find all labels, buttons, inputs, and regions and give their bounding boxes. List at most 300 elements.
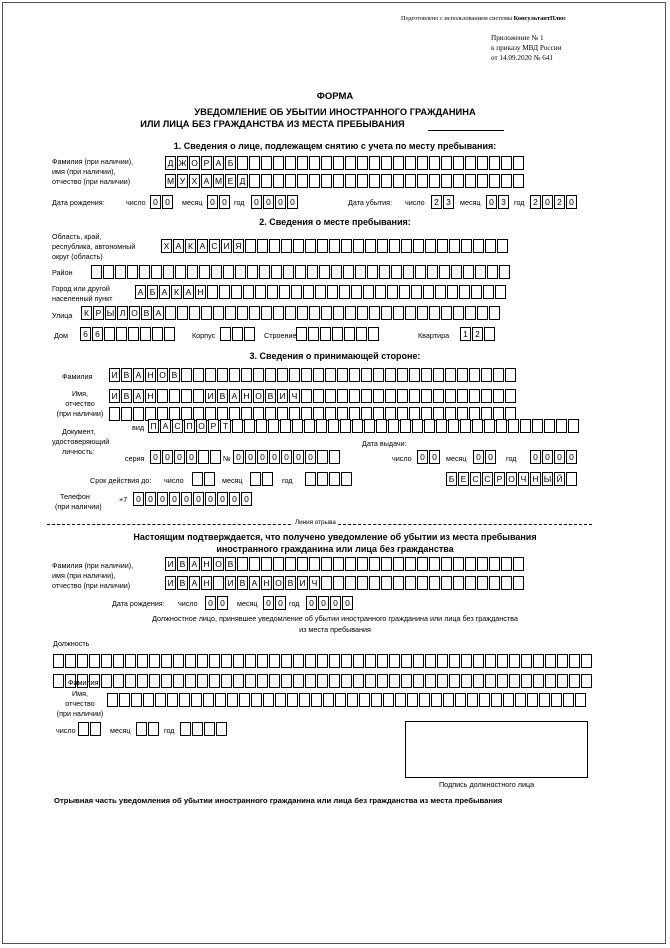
char-cell[interactable] [385, 389, 396, 403]
char-cell[interactable] [441, 306, 452, 320]
official-day-field[interactable] [78, 722, 101, 736]
char-cell[interactable] [401, 239, 412, 253]
char-cell[interactable] [357, 156, 368, 170]
char-cell[interactable]: 0 [542, 195, 553, 209]
char-cell[interactable] [419, 693, 430, 707]
char-cell[interactable] [304, 419, 315, 433]
char-cell[interactable] [533, 674, 544, 688]
char-cell[interactable] [373, 368, 384, 382]
char-cell[interactable] [521, 654, 532, 668]
char-cell[interactable]: В [177, 557, 188, 571]
char-cell[interactable] [241, 368, 252, 382]
char-cell[interactable]: И [221, 239, 232, 253]
char-cell[interactable]: Н [201, 557, 212, 571]
char-cell[interactable] [221, 654, 232, 668]
char-cell[interactable] [340, 419, 351, 433]
char-cell[interactable] [273, 306, 284, 320]
char-cell[interactable] [467, 693, 478, 707]
char-cell[interactable]: Ч [309, 576, 320, 590]
char-cell[interactable] [285, 174, 296, 188]
char-cell[interactable] [445, 368, 456, 382]
char-cell[interactable]: Н [261, 576, 272, 590]
char-cell[interactable]: 0 [245, 450, 256, 464]
char-cell[interactable]: Я [233, 239, 244, 253]
char-cell[interactable]: В [217, 389, 228, 403]
char-cell[interactable]: 0 [566, 450, 577, 464]
char-cell[interactable] [569, 674, 580, 688]
char-cell[interactable] [389, 654, 400, 668]
char-cell[interactable]: О [213, 557, 224, 571]
char-cell[interactable] [417, 156, 428, 170]
char-cell[interactable]: А [189, 557, 200, 571]
char-cell[interactable] [353, 239, 364, 253]
char-cell[interactable] [489, 156, 500, 170]
char-cell[interactable] [361, 389, 372, 403]
char-cell[interactable] [359, 693, 370, 707]
char-cell[interactable] [297, 156, 308, 170]
char-cell[interactable] [325, 389, 336, 403]
char-cell[interactable] [143, 693, 154, 707]
char-cell[interactable] [185, 654, 196, 668]
char-cell[interactable] [395, 693, 406, 707]
char-cell[interactable] [309, 156, 320, 170]
char-cell[interactable] [249, 174, 260, 188]
char-cell[interactable] [413, 654, 424, 668]
char-cell[interactable] [485, 654, 496, 668]
char-cell[interactable]: 0 [169, 492, 180, 506]
char-cell[interactable]: В [285, 576, 296, 590]
char-cell[interactable] [473, 239, 484, 253]
s1-name-field[interactable] [165, 174, 524, 188]
char-cell[interactable] [481, 389, 492, 403]
char-cell[interactable] [375, 285, 386, 299]
char-cell[interactable]: Е [458, 472, 469, 486]
char-cell[interactable] [341, 239, 352, 253]
char-cell[interactable] [345, 174, 356, 188]
char-cell[interactable] [268, 419, 279, 433]
valid-month-field[interactable] [250, 472, 273, 486]
char-cell[interactable] [425, 654, 436, 668]
char-cell[interactable] [273, 557, 284, 571]
char-cell[interactable] [317, 239, 328, 253]
char-cell[interactable] [513, 557, 524, 571]
char-cell[interactable] [356, 327, 367, 341]
char-cell[interactable] [261, 557, 272, 571]
char-cell[interactable] [369, 174, 380, 188]
char-cell[interactable] [337, 389, 348, 403]
char-cell[interactable] [459, 285, 470, 299]
char-cell[interactable] [263, 693, 274, 707]
official-year-field[interactable] [180, 722, 227, 736]
char-cell[interactable] [216, 722, 227, 736]
char-cell[interactable]: 0 [205, 596, 216, 610]
char-cell[interactable] [173, 654, 184, 668]
char-cell[interactable]: 0 [150, 195, 161, 209]
char-cell[interactable] [477, 576, 488, 590]
char-cell[interactable] [309, 306, 320, 320]
char-cell[interactable] [509, 674, 520, 688]
char-cell[interactable] [415, 265, 426, 279]
char-cell[interactable] [217, 368, 228, 382]
char-cell[interactable] [136, 722, 147, 736]
char-cell[interactable] [355, 265, 366, 279]
char-cell[interactable] [381, 174, 392, 188]
char-cell[interactable]: А [159, 285, 170, 299]
char-cell[interactable] [249, 306, 260, 320]
char-cell[interactable] [337, 368, 348, 382]
char-cell[interactable] [125, 654, 136, 668]
char-cell[interactable] [109, 407, 120, 421]
char-cell[interactable] [345, 576, 356, 590]
char-cell[interactable] [436, 419, 447, 433]
char-cell[interactable] [469, 389, 480, 403]
char-cell[interactable] [331, 265, 342, 279]
char-cell[interactable] [520, 419, 531, 433]
char-cell[interactable]: 0 [318, 596, 329, 610]
char-cell[interactable] [305, 472, 316, 486]
char-cell[interactable] [245, 674, 256, 688]
char-cell[interactable] [116, 327, 127, 341]
char-cell[interactable] [113, 674, 124, 688]
char-cell[interactable] [293, 654, 304, 668]
char-cell[interactable]: Т [220, 419, 231, 433]
char-cell[interactable] [465, 306, 476, 320]
conf-day-field[interactable] [205, 596, 228, 610]
char-cell[interactable]: А [133, 389, 144, 403]
char-cell[interactable]: 0 [174, 450, 185, 464]
char-cell[interactable]: Р [93, 306, 104, 320]
dep-month-field[interactable] [486, 195, 509, 209]
char-cell[interactable] [333, 156, 344, 170]
char-cell[interactable] [213, 306, 224, 320]
conf-year-field[interactable] [306, 596, 353, 610]
char-cell[interactable]: И [225, 576, 236, 590]
char-cell[interactable] [424, 419, 435, 433]
char-cell[interactable] [269, 654, 280, 668]
char-cell[interactable] [181, 368, 192, 382]
issue-month-field[interactable] [473, 450, 496, 464]
char-cell[interactable]: А [153, 306, 164, 320]
char-cell[interactable] [485, 674, 496, 688]
char-cell[interactable] [89, 654, 100, 668]
char-cell[interactable] [369, 306, 380, 320]
char-cell[interactable]: А [249, 576, 260, 590]
s3-name-field[interactable] [109, 389, 516, 403]
char-cell[interactable] [285, 306, 296, 320]
char-cell[interactable] [545, 674, 556, 688]
char-cell[interactable] [411, 285, 422, 299]
char-cell[interactable] [501, 156, 512, 170]
char-cell[interactable]: 0 [330, 596, 341, 610]
char-cell[interactable] [551, 693, 562, 707]
char-cell[interactable] [140, 327, 151, 341]
char-cell[interactable] [333, 306, 344, 320]
char-cell[interactable] [101, 674, 112, 688]
char-cell[interactable] [483, 285, 494, 299]
char-cell[interactable] [185, 674, 196, 688]
char-cell[interactable] [453, 174, 464, 188]
char-cell[interactable] [335, 693, 346, 707]
char-cell[interactable] [329, 654, 340, 668]
char-cell[interactable] [197, 654, 208, 668]
char-cell[interactable]: Р [494, 472, 505, 486]
char-cell[interactable] [303, 285, 314, 299]
char-cell[interactable] [309, 174, 320, 188]
char-cell[interactable] [327, 285, 338, 299]
char-cell[interactable]: Р [208, 419, 219, 433]
char-cell[interactable] [405, 306, 416, 320]
char-cell[interactable] [381, 576, 392, 590]
char-cell[interactable] [475, 265, 486, 279]
char-cell[interactable] [484, 327, 495, 341]
char-cell[interactable] [189, 306, 200, 320]
char-cell[interactable] [568, 419, 579, 433]
char-cell[interactable]: 0 [429, 450, 440, 464]
char-cell[interactable]: И [109, 368, 120, 382]
char-cell[interactable]: Х [161, 239, 172, 253]
char-cell[interactable] [204, 472, 215, 486]
char-cell[interactable] [301, 368, 312, 382]
char-cell[interactable]: Р [201, 156, 212, 170]
char-cell[interactable] [505, 368, 516, 382]
char-cell[interactable]: 0 [542, 450, 553, 464]
char-cell[interactable] [557, 654, 568, 668]
char-cell[interactable] [453, 306, 464, 320]
char-cell[interactable] [503, 693, 514, 707]
char-cell[interactable] [243, 285, 254, 299]
char-cell[interactable] [566, 472, 577, 486]
char-cell[interactable] [251, 693, 262, 707]
char-cell[interactable] [249, 557, 260, 571]
char-cell[interactable] [65, 654, 76, 668]
char-cell[interactable] [405, 557, 416, 571]
char-cell[interactable]: О [189, 156, 200, 170]
char-cell[interactable] [501, 174, 512, 188]
char-cell[interactable]: А [201, 174, 212, 188]
char-cell[interactable]: П [148, 419, 159, 433]
char-cell[interactable] [361, 368, 372, 382]
char-cell[interactable] [341, 654, 352, 668]
char-cell[interactable] [269, 239, 280, 253]
char-cell[interactable] [439, 265, 450, 279]
char-cell[interactable] [441, 174, 452, 188]
char-cell[interactable] [405, 576, 416, 590]
char-cell[interactable] [311, 693, 322, 707]
char-cell[interactable] [465, 557, 476, 571]
char-cell[interactable] [257, 654, 268, 668]
char-cell[interactable] [388, 419, 399, 433]
official-name-field[interactable] [107, 693, 586, 707]
char-cell[interactable]: О [273, 576, 284, 590]
char-cell[interactable] [509, 654, 520, 668]
char-cell[interactable]: С [209, 239, 220, 253]
char-cell[interactable] [219, 285, 230, 299]
char-cell[interactable] [275, 693, 286, 707]
char-cell[interactable] [207, 285, 218, 299]
char-cell[interactable] [320, 327, 331, 341]
char-cell[interactable] [167, 693, 178, 707]
char-cell[interactable] [209, 674, 220, 688]
char-cell[interactable] [232, 327, 243, 341]
char-cell[interactable]: 2 [472, 327, 483, 341]
char-cell[interactable]: Ж [178, 158, 187, 168]
char-cell[interactable]: О [253, 389, 264, 403]
char-cell[interactable] [581, 674, 592, 688]
region-field[interactable] [161, 239, 508, 253]
char-cell[interactable] [269, 674, 280, 688]
char-cell[interactable] [313, 389, 324, 403]
char-cell[interactable] [437, 239, 448, 253]
char-cell[interactable] [244, 327, 255, 341]
char-cell[interactable] [412, 419, 423, 433]
char-cell[interactable]: Н [145, 389, 156, 403]
official-month-field[interactable] [136, 722, 159, 736]
char-cell[interactable]: У [177, 174, 188, 188]
char-cell[interactable] [389, 239, 400, 253]
s3-surname-field[interactable] [109, 368, 516, 382]
char-cell[interactable] [545, 654, 556, 668]
char-cell[interactable]: И [165, 576, 176, 590]
char-cell[interactable] [237, 557, 248, 571]
char-cell[interactable] [315, 285, 326, 299]
char-cell[interactable]: А [213, 156, 224, 170]
char-cell[interactable] [497, 654, 508, 668]
city-field[interactable] [135, 285, 506, 299]
char-cell[interactable] [367, 265, 378, 279]
char-cell[interactable] [187, 265, 198, 279]
char-cell[interactable]: И [165, 557, 176, 571]
char-cell[interactable] [429, 576, 440, 590]
char-cell[interactable] [293, 239, 304, 253]
char-cell[interactable]: 0 [233, 450, 244, 464]
char-cell[interactable] [307, 265, 318, 279]
series-field[interactable] [150, 450, 221, 464]
char-cell[interactable]: И [205, 389, 216, 403]
char-cell[interactable]: 0 [241, 492, 252, 506]
char-cell[interactable] [328, 419, 339, 433]
char-cell[interactable]: 0 [269, 450, 280, 464]
char-cell[interactable] [497, 674, 508, 688]
char-cell[interactable] [225, 306, 236, 320]
char-cell[interactable]: 0 [251, 195, 262, 209]
char-cell[interactable] [210, 450, 221, 464]
char-cell[interactable] [449, 674, 460, 688]
char-cell[interactable] [376, 419, 387, 433]
char-cell[interactable] [161, 654, 172, 668]
char-cell[interactable] [262, 472, 273, 486]
char-cell[interactable] [119, 693, 130, 707]
char-cell[interactable] [447, 285, 458, 299]
char-cell[interactable]: Н [201, 576, 212, 590]
char-cell[interactable] [505, 389, 516, 403]
char-cell[interactable] [325, 368, 336, 382]
char-cell[interactable] [433, 389, 444, 403]
char-cell[interactable] [349, 368, 360, 382]
char-cell[interactable] [489, 576, 500, 590]
char-cell[interactable] [557, 674, 568, 688]
char-cell[interactable] [305, 674, 316, 688]
char-cell[interactable] [351, 285, 362, 299]
char-cell[interactable]: 0 [219, 195, 230, 209]
char-cell[interactable] [329, 239, 340, 253]
char-cell[interactable]: О [129, 306, 140, 320]
char-cell[interactable] [157, 389, 168, 403]
char-cell[interactable] [527, 693, 538, 707]
char-cell[interactable] [137, 654, 148, 668]
char-cell[interactable]: В [121, 389, 132, 403]
house-field[interactable] [80, 327, 175, 341]
char-cell[interactable]: С [482, 472, 493, 486]
char-cell[interactable]: 0 [186, 450, 197, 464]
char-cell[interactable] [421, 368, 432, 382]
char-cell[interactable] [429, 156, 440, 170]
char-cell[interactable]: 0 [263, 596, 274, 610]
dep-year-field[interactable] [530, 195, 577, 209]
char-cell[interactable] [180, 722, 191, 736]
char-cell[interactable] [381, 557, 392, 571]
char-cell[interactable]: 0 [305, 450, 316, 464]
char-cell[interactable]: 0 [145, 492, 156, 506]
char-cell[interactable] [371, 693, 382, 707]
char-cell[interactable] [393, 174, 404, 188]
char-cell[interactable] [461, 654, 472, 668]
char-cell[interactable]: А [135, 285, 146, 299]
char-cell[interactable] [449, 654, 460, 668]
char-cell[interactable]: А [173, 239, 184, 253]
char-cell[interactable] [125, 674, 136, 688]
char-cell[interactable] [393, 557, 404, 571]
char-cell[interactable]: М [166, 176, 175, 186]
char-cell[interactable]: Ч [289, 389, 300, 403]
char-cell[interactable]: 0 [150, 450, 161, 464]
issue-day-field[interactable] [417, 450, 440, 464]
char-cell[interactable] [297, 174, 308, 188]
doc-kind-field[interactable] [148, 419, 579, 433]
char-cell[interactable]: Б [446, 472, 457, 486]
char-cell[interactable] [149, 654, 160, 668]
char-cell[interactable] [223, 265, 234, 279]
char-cell[interactable] [357, 306, 368, 320]
char-cell[interactable] [368, 327, 379, 341]
char-cell[interactable] [291, 285, 302, 299]
char-cell[interactable] [417, 174, 428, 188]
building-field[interactable] [296, 327, 379, 341]
char-cell[interactable] [339, 285, 350, 299]
char-cell[interactable]: 0 [306, 596, 317, 610]
char-cell[interactable]: П [184, 419, 195, 433]
char-cell[interactable] [316, 419, 327, 433]
char-cell[interactable]: Ч [518, 472, 529, 486]
char-cell[interactable] [295, 265, 306, 279]
char-cell[interactable] [513, 156, 524, 170]
char-cell[interactable]: 0 [181, 492, 192, 506]
char-cell[interactable] [403, 265, 414, 279]
char-cell[interactable]: 0 [473, 450, 484, 464]
char-cell[interactable] [321, 306, 332, 320]
char-cell[interactable] [301, 389, 312, 403]
char-cell[interactable] [113, 654, 124, 668]
number-field[interactable] [233, 450, 340, 464]
char-cell[interactable] [429, 557, 440, 571]
char-cell[interactable] [433, 368, 444, 382]
char-cell[interactable] [173, 674, 184, 688]
char-cell[interactable] [569, 654, 580, 668]
char-cell[interactable] [253, 368, 264, 382]
char-cell[interactable]: В [237, 576, 248, 590]
issue-year-field[interactable] [530, 450, 577, 464]
char-cell[interactable]: 0 [486, 195, 497, 209]
char-cell[interactable] [155, 693, 166, 707]
